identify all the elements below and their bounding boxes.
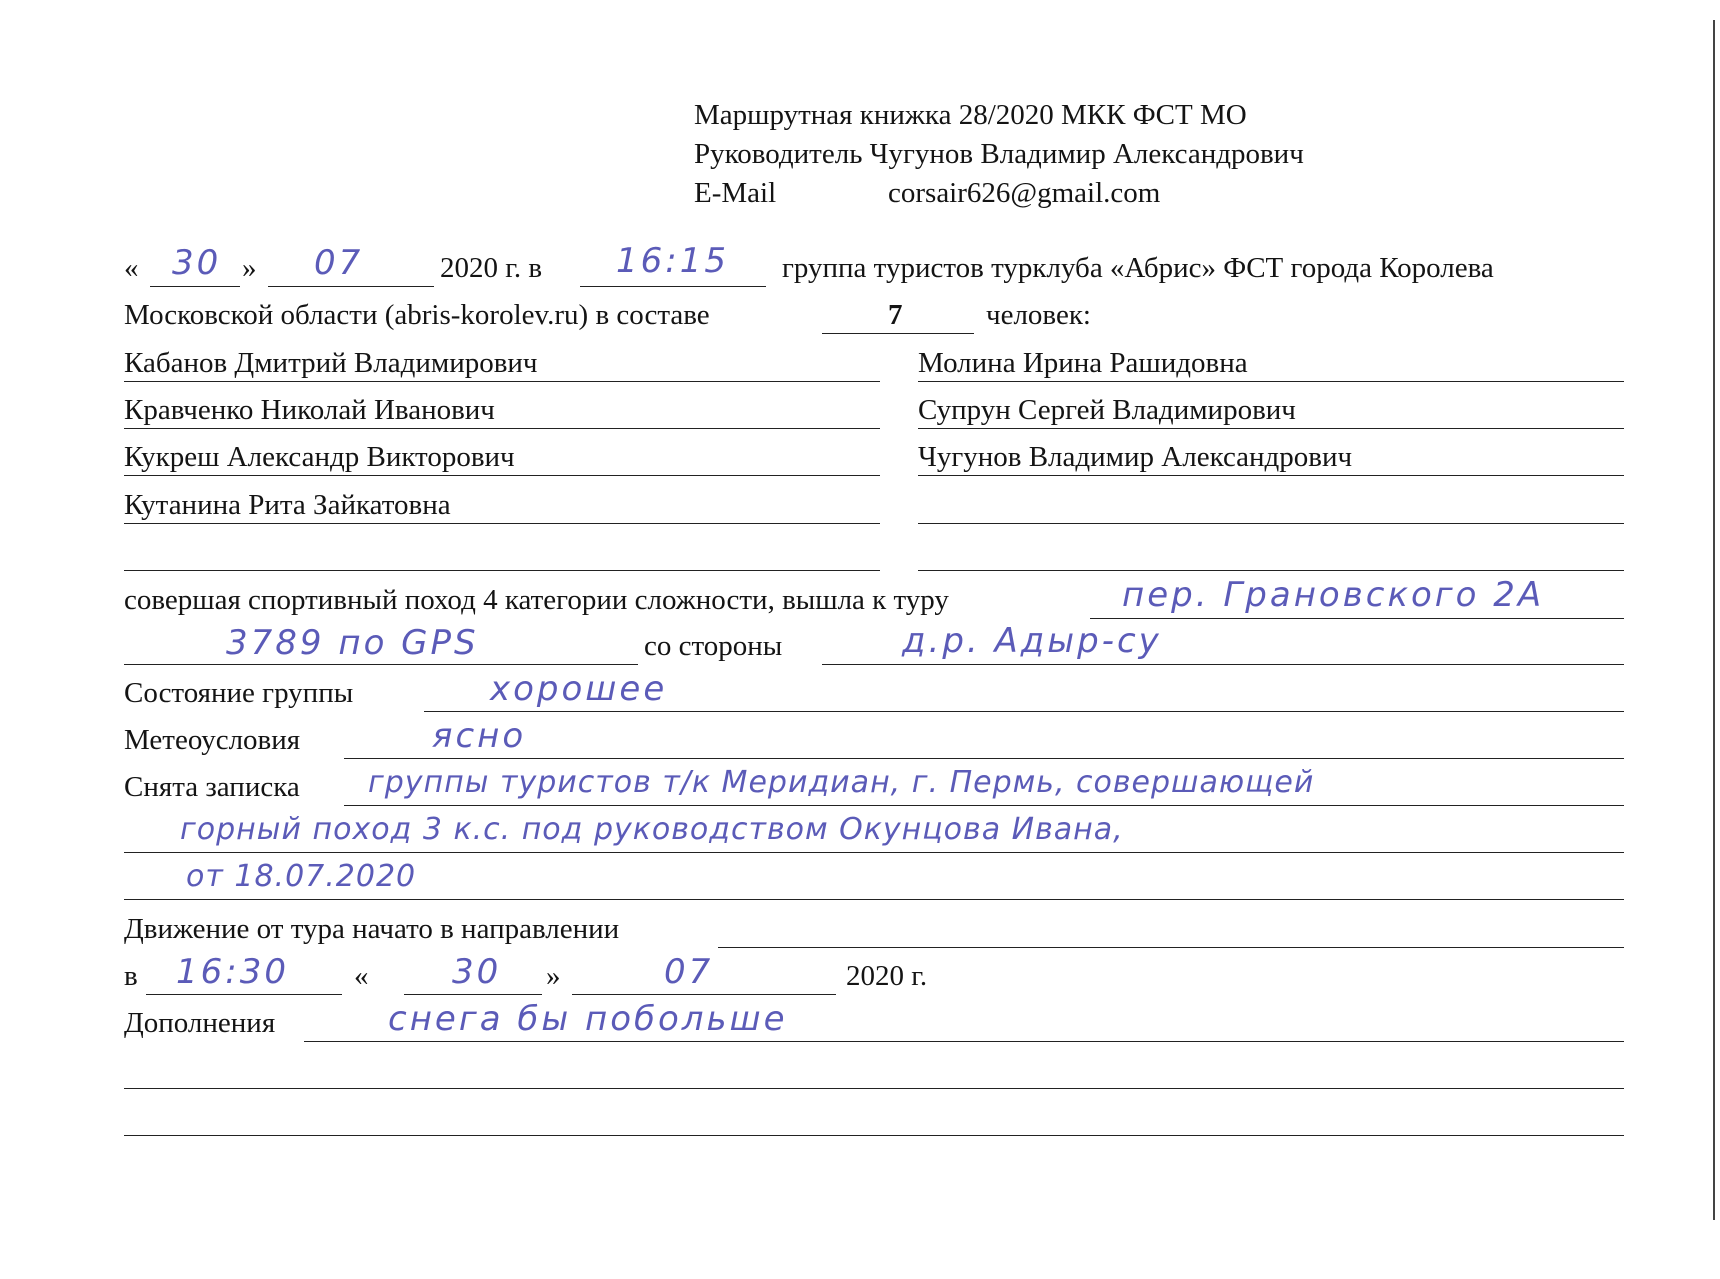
side-field-line: [822, 664, 1624, 665]
note-line-2: горный поход 3 к.с. под руководством Окунцова Ивана,: [180, 812, 1124, 847]
note-line-1: группы туристов т/к Меридиан, г. Пермь, совершающей: [368, 765, 1315, 800]
start-day-value: 30: [452, 952, 502, 992]
member-line: [918, 381, 1624, 382]
member-line: [124, 381, 880, 382]
state-label: Состояние группы: [124, 677, 354, 709]
note-field-line: [124, 899, 1624, 900]
day-field-line: [150, 286, 240, 287]
note-line-3: от 18.07.2020: [186, 859, 417, 894]
direction-label: Движение от тура начато в направлении: [124, 913, 620, 945]
member-right-1: Молина Ирина Рашидовна: [918, 347, 1248, 379]
note-label: Снята записка: [124, 771, 300, 803]
member-line: [918, 475, 1624, 476]
member-line: [918, 428, 1624, 429]
member-left-2: Кравченко Николай Иванович: [124, 394, 495, 426]
month-field-line: [268, 286, 434, 287]
start-time-field-line: [146, 994, 342, 995]
email-value: corsair626@gmail.com: [888, 177, 1161, 209]
start-time-value: 16:30: [176, 952, 289, 992]
additions-field-line: [124, 1088, 1624, 1089]
trip-label: совершая спортивный поход 4 категории сложности, вышла к туру: [124, 584, 949, 616]
start-month-value: 07: [664, 952, 714, 992]
group-leader: Руководитель Чугунов Владимир Александрович: [694, 138, 1304, 170]
member-line: [124, 523, 880, 524]
weather-value: ясно: [432, 716, 527, 756]
weather-label: Метеоусловия: [124, 724, 301, 756]
member-left-4: Кутанина Рита Зайкатовна: [124, 489, 451, 521]
member-line: [918, 570, 1624, 571]
date-close-quote: »: [242, 252, 257, 284]
direction-field-line: [718, 947, 1624, 948]
additions-value: снега бы побольше: [388, 999, 788, 1039]
arrival-time-value: 16:15: [616, 241, 729, 281]
additions-field-line: [124, 1135, 1624, 1136]
weather-field-line: [344, 758, 1624, 759]
member-line: [124, 475, 880, 476]
member-line: [918, 523, 1624, 524]
email-label: E-Mail: [694, 177, 777, 209]
day-value: 30: [172, 243, 222, 283]
additions-field-line: [304, 1041, 1624, 1042]
side-value: д.р. Адыр-су: [902, 621, 1162, 661]
composition-text: Московской области (abris-korolev.ru) в составе: [124, 299, 710, 331]
member-right-2: Супрун Сергей Владимирович: [918, 394, 1296, 426]
start-prefix: в: [124, 960, 138, 992]
start-close-quote: »: [546, 960, 561, 992]
member-count: 7: [888, 299, 903, 331]
start-day-field-line: [404, 994, 542, 995]
additions-label: Дополнения: [124, 1007, 276, 1039]
start-open-quote: «: [354, 960, 369, 992]
start-month-field-line: [572, 994, 836, 995]
member-right-3: Чугунов Владимир Александрович: [918, 441, 1353, 473]
scan-edge-line: [1713, 20, 1715, 1220]
tour-field-line-2: [124, 664, 638, 665]
start-year: 2020 г.: [846, 960, 928, 992]
member-left-3: Кукреш Александр Викторович: [124, 441, 515, 473]
group-description: группа туристов турклуба «Абрис» ФСТ города Королева: [782, 252, 1494, 284]
tour-location-1: пер. Грановского 2А: [1122, 575, 1545, 615]
side-label: со стороны: [644, 630, 783, 662]
state-value: хорошее: [490, 669, 668, 709]
note-field-line: [344, 805, 1624, 806]
count-field-line: [822, 333, 974, 334]
member-line: [124, 570, 880, 571]
tour-field-line: [1090, 618, 1624, 619]
state-field-line: [424, 711, 1624, 712]
persons-suffix: человек:: [986, 299, 1091, 331]
member-left-1: Кабанов Дмитрий Владимирович: [124, 347, 538, 379]
date-open-quote: «: [124, 252, 139, 284]
tour-location-2: 3789 по GPS: [226, 623, 479, 663]
year-text: 2020 г. в: [440, 252, 543, 284]
route-book-title: Маршрутная книжка 28/2020 МКК ФСТ МО: [694, 99, 1247, 131]
note-field-line: [124, 852, 1624, 853]
month-value: 07: [314, 243, 364, 283]
member-line: [124, 428, 880, 429]
time-field-line: [580, 286, 766, 287]
